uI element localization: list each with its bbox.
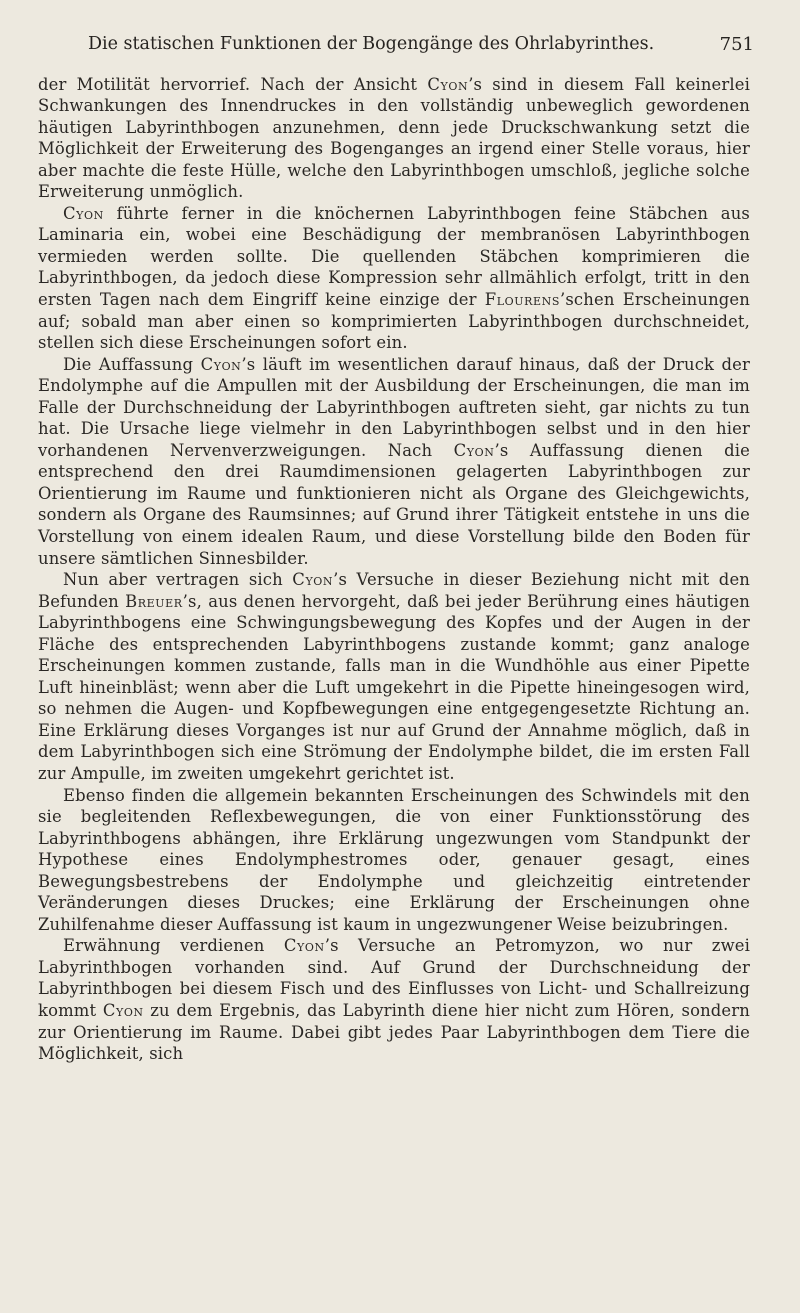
author-name: Cyon bbox=[102, 1001, 144, 1021]
paragraph bbox=[38, 203, 750, 354]
paragraph bbox=[38, 354, 750, 569]
text-run: zu dem Ergebnis, das Labyrinth diene hier nicht zum Hören, sondern zur Orientierung im Raume. Dabei gibt jedes Paar Labyrinthbogen dem Tiere die Möglichkeit, sich bbox=[38, 1001, 750, 1064]
text-run: Erwähnung verdienen bbox=[63, 936, 284, 956]
page-number: 751 bbox=[719, 34, 754, 55]
text-run: ’s Auffassung dienen die entsprechend den drei Raumdimensionen gelagerten Labyrinthbogen zur Orientierung im Raume und funktionieren nicht als Organe des Gleichgewichts, sondern als Organe des Raumsinnes; auf Grund ihrer Tätigkeit entstehe in uns die Vorstellung von einem idealen Raum, und diese Vorstellung bilde den Boden für unsere sämtlichen Sinnesbilder. bbox=[38, 440, 751, 568]
text-run: Nun aber vertragen sich bbox=[63, 570, 293, 590]
author-name: Flourens bbox=[484, 289, 561, 309]
author-name: Cyon bbox=[427, 74, 469, 94]
paragraph bbox=[38, 569, 750, 784]
text-run: ’s Versuche an Petromyzon, wo nur zwei Labyrinthbogen vorhanden sind. Auf Grund der Durchschneidung der Labyrinthbogen bei diesem Fisch und des Einflusses von Licht- und Schallreizung kommt bbox=[38, 936, 750, 1021]
author-name: Cyon bbox=[283, 936, 325, 956]
text-run: Die Auffassung bbox=[63, 354, 201, 374]
text-run: ’s Versuche in dieser Beziehung nicht mit den Befunden bbox=[38, 570, 750, 611]
author-name: Cyon bbox=[200, 354, 242, 374]
text-run: Ebenso finden die allgemein bekannten Erscheinungen des Schwindels mit den sie begleitenden Reflexbewegungen, die von einer Funktionsstörung des Labyrinthbogens abhängen, ihre Erklärung ungezwungen vom Standpunkt der Hypothese eines Endolymphestromes oder, genauer gesagt, eines Bewegungsbestrebens der Endolymphe und gleichzeitig eintretender Veränderungen dieses Druckes; eine Erklärung der Erscheinungen ohne Zuhilfenahme dieser Auffassung ist kaum in ungezwungener Weise beizubringen. bbox=[38, 785, 750, 934]
running-title: Die statischen Funktionen der Bogengänge des Ohrlabyrinthes. bbox=[88, 34, 655, 54]
paragraph bbox=[38, 935, 750, 1064]
book-page bbox=[38, 34, 754, 1065]
author-name: Cyon bbox=[453, 440, 495, 460]
author-name: Cyon bbox=[63, 203, 104, 223]
text-run: ’s läuft im wesentlichen darauf hinaus, daß der Druck der Endolymphe auf die Ampullen mit der Ausbildung der Erscheinungen, die man im Falle der Durchschneidung der Labyrinthbogen auftreten sieht, gar nichts zu tun hat. Die Ursache liege vielmehr in den Labyrinthbogen selbst und in den hier vorhandenen Nervenverzweigungen. Nach bbox=[38, 354, 750, 460]
body-text bbox=[38, 74, 750, 1065]
paragraph bbox=[38, 74, 750, 203]
text-run: ’s sind in diesem Fall keinerlei Schwankungen des Innendruckes in den vollständig unbeweglich gewordenen häutigen Labyrinthbogen anzunehmen, denn jede Druckschwankung setzt die Möglichkeit der Erweiterung des Bogenganges an irgend einer Stelle voraus, hier aber machte die feste Hülle, welche den Labyrinthbogen umschloß, jegliche solche Erweiterung unmöglich. bbox=[38, 74, 750, 202]
running-header bbox=[38, 34, 754, 74]
paragraph bbox=[38, 785, 750, 936]
text-run: der Motilität hervorrief. Nach der Ansicht bbox=[38, 74, 428, 94]
text-run: führte ferner in die knöchernen Labyrinthbogen feine Stäbchen aus Laminaria ein, wobei eine Beschädigung der membranösen Labyrinthbogen vermieden werden sollte. Die quellenden Stäbchen komprimieren die Labyrinthbogen, da jedoch diese Kompression sehr allmählich erfolgt, tritt in den ersten Tagen nach dem Eingriff keine einzige der bbox=[38, 203, 750, 309]
author-name: Breuer bbox=[125, 591, 183, 611]
text-run: ’s, aus denen hervorgeht, daß bei jeder Berührung eines häutigen Labyrinthbogens eine Schwingungsbewegung des Kopfes und der Augen in der Fläche des entsprechenden Labyrinthbogens zustande kommt; ganz analoge Erscheinungen kommen zustande, falls man in die Wundhöhle aus einer Pipette Luft hineinbläst; wenn aber die Luft umgekehrt in die Pipette hineingesogen wird, so nehmen die Augen- und Kopfbewegungen eine entgegengesetzte Richtung an. Eine Erklärung dieses Vorganges ist nur auf Grund der Annahme möglich, daß in dem Labyrinthbogen sich eine Strömung der Endolymphe bildet, die im ersten Fall zur Ampulle, im zweiten umgekehrt gerichtet ist. bbox=[38, 591, 750, 783]
text-run: ’schen Erscheinungen auf; sobald man aber einen so komprimierten Labyrinthbogen durchschneidet, stellen sich diese Erscheinungen sofort ein. bbox=[38, 289, 750, 353]
author-name: Cyon bbox=[292, 570, 334, 590]
